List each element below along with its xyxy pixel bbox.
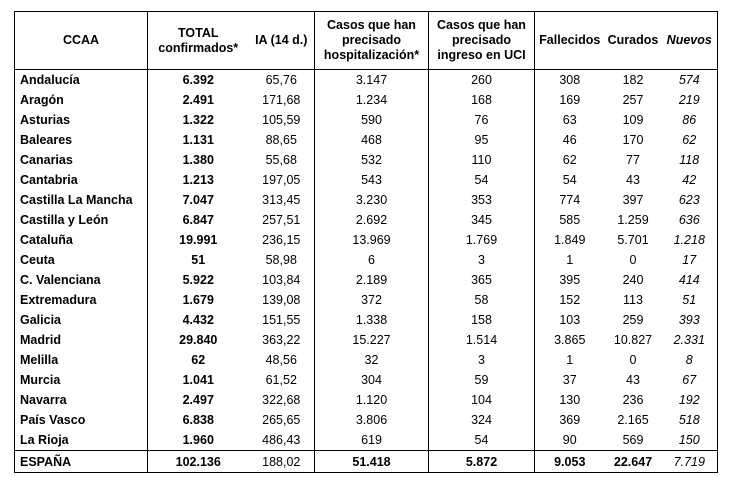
cell-curados: 0 xyxy=(629,253,637,267)
cell-curados: 43 xyxy=(626,373,640,387)
cell-total: 1.960 xyxy=(148,430,249,451)
cell-curados: 113 xyxy=(623,293,643,307)
cell-hospitalizacion: 15.227 xyxy=(315,330,429,350)
cell-uci: 59 xyxy=(429,370,535,390)
table-row xyxy=(15,230,718,250)
cell-ccaa: Castilla y León xyxy=(15,210,148,230)
cell-nuevos: 518 xyxy=(662,410,718,430)
cell-fallecidos: 103 xyxy=(535,310,605,330)
cell-ccaa: Extremadura xyxy=(15,290,148,310)
cell-hospitalizacion: 32 xyxy=(315,350,429,370)
total-ia: 188,02 xyxy=(249,451,315,473)
table-row xyxy=(15,190,718,210)
cell-total: 1.679 xyxy=(148,290,249,310)
cell-hospitalizacion: 3.147 xyxy=(315,70,429,91)
table-row xyxy=(15,350,718,370)
cell-hospitalizacion: 372 xyxy=(315,290,429,310)
cell-hospitalizacion: 3.230 xyxy=(315,190,429,210)
cell-nuevos: 150 xyxy=(662,430,718,451)
cell-nuevos: 192 xyxy=(662,390,718,410)
cell-curados: 1.259 xyxy=(617,213,649,227)
cell-hospitalizacion: 304 xyxy=(315,370,429,390)
header-nuevos: Nuevos xyxy=(662,12,718,70)
cell-curados: 569 xyxy=(622,433,644,447)
cell-fallecidos: 1 xyxy=(535,350,605,370)
cell-fallecidos: 585 xyxy=(535,210,605,230)
cell-ccaa: Murcia xyxy=(15,370,148,390)
table-row xyxy=(15,170,718,190)
cell-total: 1.213 xyxy=(148,170,249,190)
cell-total: 6.847 xyxy=(148,210,249,230)
header-uci: Casos que han precisado ingreso en UCI xyxy=(429,12,535,70)
cell-ccaa: Galicia xyxy=(15,310,148,330)
cell-ccaa: C. Valenciana xyxy=(15,270,148,290)
cell-total: 6.392 xyxy=(148,70,249,91)
cell-fallecidos: 90 xyxy=(535,430,605,451)
table-row xyxy=(15,70,718,91)
cell-fallecidos: 62 xyxy=(535,150,605,170)
cell-uci: 345 xyxy=(429,210,535,230)
cell-fallecidos: 169 xyxy=(535,90,605,110)
cell-nuevos: 2.331 xyxy=(662,330,718,350)
cell-curados: 0 xyxy=(629,353,637,367)
table-row xyxy=(15,250,718,270)
total-row xyxy=(15,451,718,473)
cell-total: 4.432 xyxy=(148,310,249,330)
cell-nuevos: 393 xyxy=(662,310,718,330)
cell-curados: 259 xyxy=(622,313,644,327)
cell-ia: 58,98 xyxy=(265,253,297,267)
cell-hospitalizacion: 619 xyxy=(315,430,429,451)
cell-ia: 171,68 xyxy=(262,93,301,107)
cell-ia: 265,65 xyxy=(262,413,301,427)
cell-ccaa: Melilla xyxy=(15,350,148,370)
cell-hospitalizacion: 1.120 xyxy=(315,390,429,410)
cell-ia: 197,05 xyxy=(262,173,301,187)
cell-nuevos: 67 xyxy=(662,370,718,390)
cell-hospitalizacion: 2.189 xyxy=(315,270,429,290)
cell-uci: 95 xyxy=(429,130,535,150)
cell-ia: 88,65 xyxy=(265,133,297,147)
table-row xyxy=(15,430,718,451)
cell-uci: 54 xyxy=(429,170,535,190)
cell-total: 1.131 xyxy=(148,130,249,150)
cell-fallecidos: 37 xyxy=(535,370,605,390)
cell-hospitalizacion: 6 xyxy=(315,250,429,270)
cell-total: 7.047 xyxy=(148,190,249,210)
cell-ia: 313,45 xyxy=(262,193,301,207)
cell-curados: 170 xyxy=(622,133,644,147)
cell-uci: 1.769 xyxy=(429,230,535,250)
cell-uci: 353 xyxy=(429,190,535,210)
table-row xyxy=(15,290,718,310)
cell-ia: 103,84 xyxy=(262,273,301,287)
cell-hospitalizacion: 1.338 xyxy=(315,310,429,330)
cell-fallecidos: 308 xyxy=(535,70,605,91)
cell-ia: 322,68 xyxy=(262,393,301,407)
cell-curados: 5.701 xyxy=(617,233,649,247)
cell-curados: 236 xyxy=(622,393,644,407)
cell-total: 51 xyxy=(148,250,249,270)
cell-uci: 158 xyxy=(429,310,535,330)
total-curados: 22.647 xyxy=(605,451,662,473)
header-row xyxy=(15,12,718,70)
cell-ia: 486,43 xyxy=(262,433,301,447)
total-ccaa: ESPAÑA xyxy=(15,451,148,473)
cell-ia: 139,08 xyxy=(262,293,301,307)
cell-nuevos: 414 xyxy=(662,270,718,290)
cell-fallecidos: 774 xyxy=(535,190,605,210)
table-row xyxy=(15,330,718,350)
table-row xyxy=(15,110,718,130)
cell-ccaa: Navarra xyxy=(15,390,148,410)
cell-ccaa: Asturias xyxy=(15,110,148,130)
header-curados: Curados xyxy=(605,12,662,70)
cell-nuevos: 636 xyxy=(662,210,718,230)
cell-nuevos: 51 xyxy=(662,290,718,310)
cell-fallecidos: 395 xyxy=(535,270,605,290)
table-row xyxy=(15,270,718,290)
cell-curados: 182 xyxy=(622,73,644,87)
cell-hospitalizacion: 3.806 xyxy=(315,410,429,430)
cell-ia: 48,56 xyxy=(265,353,297,367)
cell-nuevos: 86 xyxy=(662,110,718,130)
total-hospitalizacion: 51.418 xyxy=(315,451,429,473)
cell-fallecidos: 46 xyxy=(535,130,605,150)
cell-uci: 324 xyxy=(429,410,535,430)
cell-ccaa: Cantabria xyxy=(15,170,148,190)
cell-ccaa: La Rioja xyxy=(15,430,148,451)
header-ccaa: CCAA xyxy=(15,12,148,70)
cell-total: 6.838 xyxy=(148,410,249,430)
cell-ccaa: Ceuta xyxy=(15,250,148,270)
cell-total: 5.922 xyxy=(148,270,249,290)
cell-hospitalizacion: 532 xyxy=(315,150,429,170)
header-fallecidos: Fallecidos xyxy=(535,12,605,70)
cell-total: 62 xyxy=(148,350,249,370)
cell-fallecidos: 369 xyxy=(535,410,605,430)
table-body xyxy=(15,70,718,473)
cell-hospitalizacion: 13.969 xyxy=(315,230,429,250)
header-hospitalizacion: Casos que han precisado hospitalización* xyxy=(315,12,429,70)
cell-total: 2.497 xyxy=(148,390,249,410)
cell-ccaa: Aragón xyxy=(15,90,148,110)
cell-uci: 104 xyxy=(429,390,535,410)
cell-nuevos: 8 xyxy=(662,350,718,370)
cell-nuevos: 574 xyxy=(662,70,718,91)
cell-ia: 61,52 xyxy=(265,373,297,387)
cell-fallecidos: 54 xyxy=(535,170,605,190)
table-row xyxy=(15,130,718,150)
cell-curados: 77 xyxy=(626,153,640,167)
cell-total: 19.991 xyxy=(148,230,249,250)
cell-nuevos: 17 xyxy=(662,250,718,270)
cell-fallecidos: 3.865 xyxy=(535,330,605,350)
cell-fallecidos: 1 xyxy=(535,250,605,270)
cell-fallecidos: 152 xyxy=(535,290,605,310)
cell-curados: 43 xyxy=(626,173,640,187)
table-row xyxy=(15,210,718,230)
cell-ccaa: Madrid xyxy=(15,330,148,350)
covid-table-container xyxy=(14,11,717,473)
cell-curados: 109 xyxy=(622,113,644,127)
table-row xyxy=(15,310,718,330)
cell-ia: 236,15 xyxy=(262,233,301,247)
table-row xyxy=(15,390,718,410)
total-confirmados: 102.136 xyxy=(148,451,249,473)
cell-hospitalizacion: 2.692 xyxy=(315,210,429,230)
total-uci: 5.872 xyxy=(429,451,535,473)
cell-ia: 65,76 xyxy=(265,73,297,87)
cell-uci: 168 xyxy=(429,90,535,110)
cell-ccaa: País Vasco xyxy=(15,410,148,430)
cell-curados: 2.165 xyxy=(617,413,649,427)
cell-uci: 1.514 xyxy=(429,330,535,350)
table-row xyxy=(15,150,718,170)
cell-nuevos: 62 xyxy=(662,130,718,150)
total-nuevos: 7.719 xyxy=(662,451,718,473)
cell-total: 29.840 xyxy=(148,330,249,350)
cell-uci: 365 xyxy=(429,270,535,290)
cell-ccaa: Cataluña xyxy=(15,230,148,250)
cell-nuevos: 118 xyxy=(662,150,718,170)
header-ia: IA (14 d.) xyxy=(249,12,315,70)
cell-uci: 76 xyxy=(429,110,535,130)
cell-uci: 3 xyxy=(429,350,535,370)
cell-uci: 260 xyxy=(429,70,535,91)
cell-fallecidos: 63 xyxy=(535,110,605,130)
cell-uci: 54 xyxy=(429,430,535,451)
cell-ia: 257,51 xyxy=(262,213,301,227)
cell-uci: 3 xyxy=(429,250,535,270)
cell-ccaa: Baleares xyxy=(15,130,148,150)
cell-curados: 397 xyxy=(622,193,644,207)
cell-nuevos: 42 xyxy=(662,170,718,190)
total-fallecidos: 9.053 xyxy=(535,451,605,473)
cell-hospitalizacion: 468 xyxy=(315,130,429,150)
cell-ia: 151,55 xyxy=(262,313,301,327)
cell-nuevos: 219 xyxy=(662,90,718,110)
cell-ccaa: Canarias xyxy=(15,150,148,170)
cell-nuevos: 623 xyxy=(662,190,718,210)
cell-ia: 363,22 xyxy=(262,333,301,347)
cell-fallecidos: 130 xyxy=(535,390,605,410)
cell-ia: 55,68 xyxy=(265,153,297,167)
header-total-confirmados: TOTAL confirmados* xyxy=(148,12,249,70)
cell-nuevos: 1.218 xyxy=(662,230,718,250)
covid-ccaa-table xyxy=(14,11,718,473)
cell-curados: 10.827 xyxy=(613,333,653,347)
cell-uci: 58 xyxy=(429,290,535,310)
table-row xyxy=(15,90,718,110)
table-row xyxy=(15,410,718,430)
cell-hospitalizacion: 1.234 xyxy=(315,90,429,110)
cell-ccaa: Andalucía xyxy=(15,70,148,91)
cell-fallecidos: 1.849 xyxy=(535,230,605,250)
cell-curados: 257 xyxy=(622,93,644,107)
cell-ccaa: Castilla La Mancha xyxy=(15,190,148,210)
cell-ia: 105,59 xyxy=(262,113,301,127)
cell-uci: 110 xyxy=(429,150,535,170)
cell-total: 1.380 xyxy=(148,150,249,170)
cell-hospitalizacion: 543 xyxy=(315,170,429,190)
cell-total: 1.041 xyxy=(148,370,249,390)
cell-total: 1.322 xyxy=(148,110,249,130)
table-row xyxy=(15,370,718,390)
cell-hospitalizacion: 590 xyxy=(315,110,429,130)
cell-total: 2.491 xyxy=(148,90,249,110)
cell-curados: 240 xyxy=(622,273,644,287)
